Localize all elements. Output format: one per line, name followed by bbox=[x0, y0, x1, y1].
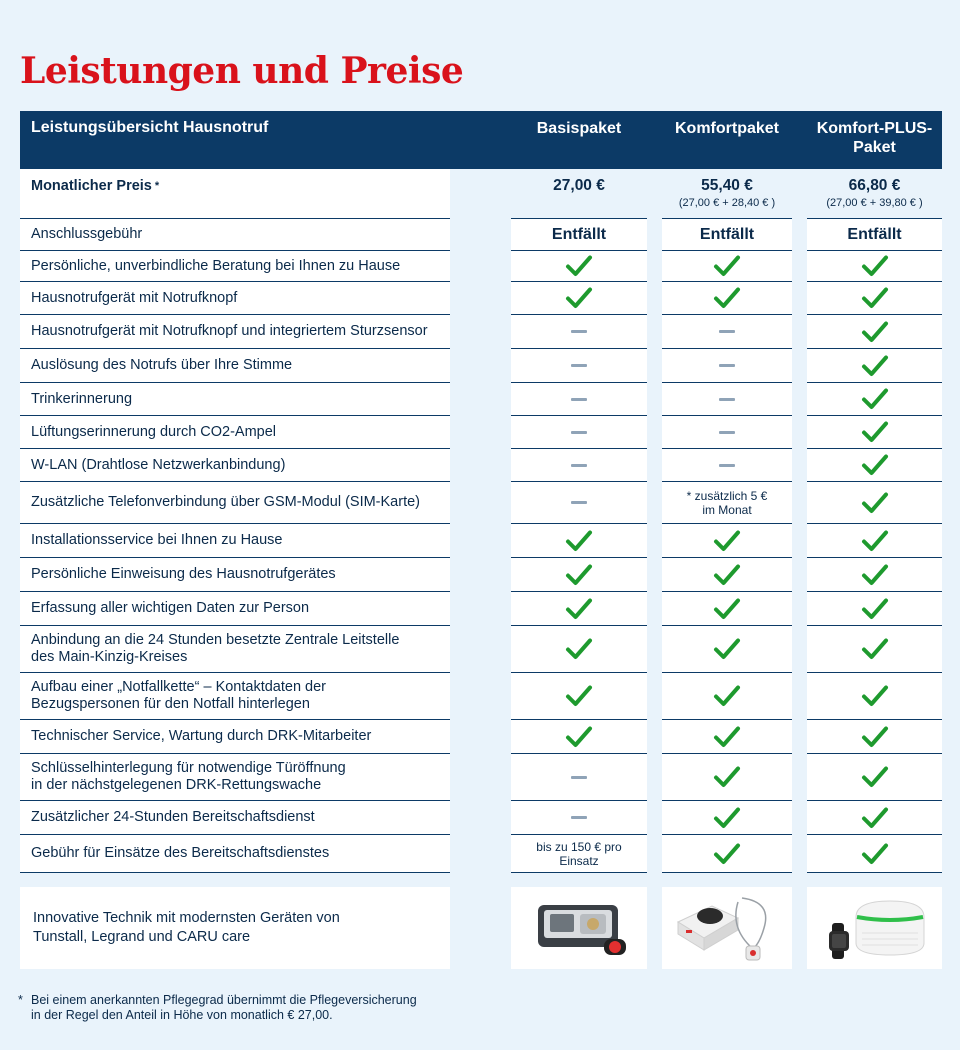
price-basispaket-value: 27,00 € bbox=[553, 177, 605, 194]
price-komfortpaket-value: 55,40 € bbox=[701, 177, 753, 194]
feature-cell-basispaket bbox=[511, 754, 647, 801]
feature-row-label-line1: Erfassung aller wichtigen Daten zur Person bbox=[31, 600, 310, 616]
feature-cell-basispaket bbox=[511, 801, 647, 835]
dash-icon bbox=[571, 431, 587, 434]
footnote-line2: in der Regel den Anteil in Höhe von monatlich € 27,00. bbox=[31, 1008, 333, 1022]
check-icon bbox=[565, 529, 593, 553]
dash-icon bbox=[571, 776, 587, 779]
feature-row-label-line1: Aufbau einer „Notfallkette“ – Kontaktdaten der bbox=[31, 679, 327, 695]
page-title: Leistungen und Preise bbox=[20, 50, 464, 92]
dash-icon bbox=[571, 816, 587, 819]
header-komfort-plus-line2: Paket bbox=[853, 139, 896, 156]
feature-row-label bbox=[20, 592, 450, 626]
feature-row-label bbox=[20, 673, 450, 720]
feature-row-label-line1: Lüftungserinnerung durch CO2-Ampel bbox=[31, 423, 277, 440]
header-label: Leistungsübersicht Hausnotruf bbox=[31, 119, 269, 136]
check-icon bbox=[713, 842, 741, 866]
feature-row-label bbox=[20, 251, 450, 282]
dash-icon bbox=[571, 501, 587, 504]
check-icon bbox=[861, 320, 889, 344]
feature-row-label bbox=[20, 835, 450, 873]
price-star: * bbox=[154, 180, 160, 192]
feature-row-label bbox=[20, 558, 450, 592]
footnote-line1: Bei einem anerkannten Pflegegrad übernimmt die Pflegeversicherung bbox=[31, 993, 417, 1007]
feature-cell-komfort-plus bbox=[807, 315, 942, 349]
feature-row-label-line1: Anbindung an die 24 Stunden besetzte Zentrale Leitstelle bbox=[31, 632, 400, 648]
feature-row-label bbox=[20, 315, 450, 349]
check-icon bbox=[565, 725, 593, 749]
feature-row-label-line1: Persönliche Einweisung des Hausnotrufgerätes bbox=[31, 566, 336, 582]
feature-cell-komfort-plus bbox=[807, 524, 942, 558]
dash-icon bbox=[719, 364, 735, 367]
check-icon bbox=[713, 765, 741, 789]
check-icon bbox=[713, 597, 741, 621]
feature-cell-basispaket bbox=[511, 349, 647, 383]
check-icon bbox=[565, 286, 593, 310]
header-komfort-plus bbox=[807, 119, 942, 157]
fee-komfortpaket: Entfällt bbox=[662, 219, 792, 251]
feature-row-label-line1: Zusätzliche Telefonverbindung über GSM-Modul (SIM-Karte) bbox=[31, 494, 420, 510]
tech-label bbox=[20, 887, 450, 969]
feature-note-line: im Monat bbox=[702, 502, 752, 517]
check-icon bbox=[713, 563, 741, 587]
feature-cell-komfortpaket bbox=[662, 315, 792, 349]
feature-row-label-line1: W-LAN (Drahtlose Netzwerkanbindung) bbox=[31, 456, 286, 473]
header-komfort-plus-line1: Komfort-PLUS- bbox=[816, 120, 933, 137]
feature-row-label bbox=[20, 524, 450, 558]
check-icon bbox=[713, 806, 741, 830]
price-komfort-plus-sub: (27,00 € + 39,80 € ) bbox=[826, 197, 923, 209]
feature-row-label bbox=[20, 383, 450, 416]
price-komfortpaket bbox=[662, 169, 792, 219]
feature-cell-komfortpaket bbox=[662, 524, 792, 558]
feature-cell-komfort-plus bbox=[807, 673, 942, 720]
price-komfort-plus bbox=[807, 169, 942, 219]
feature-cell-basispaket bbox=[511, 835, 647, 873]
dash-icon bbox=[719, 464, 735, 467]
feature-cell-komfortpaket bbox=[662, 592, 792, 626]
check-icon bbox=[713, 725, 741, 749]
tech-label-line2: Tunstall, Legrand und CARU care bbox=[33, 929, 251, 945]
sturzsensor-device-icon bbox=[672, 892, 782, 964]
feature-cell-komfortpaket bbox=[662, 801, 792, 835]
fee-basispaket: Entfällt bbox=[511, 219, 647, 251]
price-komfort-plus-value: 66,80 € bbox=[848, 177, 901, 194]
feature-row-label bbox=[20, 801, 450, 835]
feature-cell-komfortpaket bbox=[662, 720, 792, 754]
feature-cell-basispaket bbox=[511, 383, 647, 416]
feature-note-line: Einsatz bbox=[559, 853, 599, 868]
check-icon bbox=[861, 254, 889, 278]
feature-row-label bbox=[20, 349, 450, 383]
feature-cell-komfort-plus bbox=[807, 482, 942, 524]
check-icon bbox=[861, 529, 889, 553]
feature-cell-basispaket bbox=[511, 592, 647, 626]
feature-cell-basispaket bbox=[511, 720, 647, 754]
feature-note bbox=[536, 840, 621, 868]
feature-cell-komfortpaket bbox=[662, 449, 792, 482]
feature-row-label-line1: Hausnotrufgerät mit Notrufknopf bbox=[31, 289, 238, 306]
check-icon bbox=[861, 684, 889, 708]
check-icon bbox=[565, 597, 593, 621]
check-icon bbox=[861, 637, 889, 661]
feature-row-label-line1: Installationsservice bei Ihnen zu Hause bbox=[31, 532, 283, 548]
feature-note-line: bis zu 150 € pro bbox=[536, 839, 622, 854]
feature-row-label-line1: Technischer Service, Wartung durch DRK-Mitarbeiter bbox=[31, 728, 372, 744]
feature-cell-komfort-plus bbox=[807, 251, 942, 282]
check-icon bbox=[861, 420, 889, 444]
dash-icon bbox=[719, 330, 735, 333]
check-icon bbox=[861, 453, 889, 477]
feature-cell-komfort-plus bbox=[807, 282, 942, 315]
feature-cell-komfort-plus bbox=[807, 558, 942, 592]
feature-cell-komfortpaket bbox=[662, 251, 792, 282]
feature-cell-komfort-plus bbox=[807, 449, 942, 482]
hausnotruf-device-icon bbox=[524, 893, 634, 963]
dash-icon bbox=[571, 330, 587, 333]
check-icon bbox=[713, 529, 741, 553]
caru-device-icon bbox=[820, 893, 930, 963]
feature-cell-basispaket bbox=[511, 524, 647, 558]
feature-cell-komfortpaket bbox=[662, 282, 792, 315]
feature-note-line: * zusätzlich 5 € bbox=[686, 488, 768, 503]
feature-cell-basispaket bbox=[511, 558, 647, 592]
check-icon bbox=[861, 765, 889, 789]
dash-icon bbox=[571, 364, 587, 367]
check-icon bbox=[861, 725, 889, 749]
footnote bbox=[18, 993, 417, 1023]
feature-cell-komfort-plus bbox=[807, 592, 942, 626]
feature-cell-basispaket bbox=[511, 673, 647, 720]
price-label bbox=[20, 169, 450, 219]
device-image-komfort-plus bbox=[807, 887, 942, 969]
feature-cell-komfortpaket bbox=[662, 754, 792, 801]
feature-cell-komfort-plus bbox=[807, 754, 942, 801]
feature-cell-basispaket bbox=[511, 251, 647, 282]
check-icon bbox=[861, 806, 889, 830]
feature-row-label bbox=[20, 282, 450, 315]
dash-icon bbox=[719, 431, 735, 434]
check-icon bbox=[565, 254, 593, 278]
feature-row-label-line2: in der nächstgelegenen DRK-Rettungswache bbox=[31, 777, 322, 793]
feature-cell-komfortpaket bbox=[662, 835, 792, 873]
feature-cell-basispaket bbox=[511, 282, 647, 315]
feature-row-label-line1: Zusätzlicher 24-Stunden Bereitschaftsdienst bbox=[31, 809, 315, 825]
feature-row-label bbox=[20, 626, 450, 673]
feature-row-label-line1: Trinkerinnerung bbox=[31, 390, 133, 407]
feature-cell-komfortpaket bbox=[662, 626, 792, 673]
check-icon bbox=[861, 286, 889, 310]
table-header bbox=[20, 111, 942, 169]
feature-cell-basispaket bbox=[511, 416, 647, 449]
check-icon bbox=[713, 254, 741, 278]
feature-row-label bbox=[20, 416, 450, 449]
feature-cell-komfort-plus bbox=[807, 720, 942, 754]
feature-row-label-line1: Auslösung des Notrufs über Ihre Stimme bbox=[31, 357, 293, 373]
device-image-basispaket bbox=[511, 887, 647, 969]
feature-cell-komfortpaket bbox=[662, 482, 792, 524]
fee-komfort-plus: Entfällt bbox=[807, 219, 942, 251]
header-komfortpaket: Komfortpaket bbox=[674, 120, 779, 137]
feature-cell-komfort-plus bbox=[807, 801, 942, 835]
feature-cell-basispaket bbox=[511, 449, 647, 482]
price-label-text: Monatlicher Preis bbox=[31, 178, 152, 194]
feature-cell-komfortpaket bbox=[662, 383, 792, 416]
check-icon bbox=[861, 491, 889, 515]
feature-cell-komfortpaket bbox=[662, 558, 792, 592]
check-icon bbox=[861, 387, 889, 411]
check-icon bbox=[861, 354, 889, 378]
feature-cell-komfortpaket bbox=[662, 349, 792, 383]
check-icon bbox=[861, 563, 889, 587]
feature-cell-komfortpaket bbox=[662, 416, 792, 449]
footnote-star: * bbox=[18, 993, 23, 1007]
feature-cell-komfort-plus bbox=[807, 626, 942, 673]
header-basispaket: Basispaket bbox=[536, 120, 622, 137]
feature-row-label-line1: Gebühr für Einsätze des Bereitschaftsdienstes bbox=[31, 845, 330, 861]
dash-icon bbox=[719, 398, 735, 401]
feature-cell-basispaket bbox=[511, 626, 647, 673]
feature-row-label bbox=[20, 754, 450, 801]
price-basispaket bbox=[511, 169, 647, 219]
dash-icon bbox=[571, 398, 587, 401]
feature-row-label-line2: des Main-Kinzig-Kreises bbox=[31, 649, 188, 665]
price-komfortpaket-sub: (27,00 € + 28,40 € ) bbox=[678, 197, 776, 209]
check-icon bbox=[565, 637, 593, 661]
feature-cell-basispaket bbox=[511, 315, 647, 349]
feature-row-label bbox=[20, 482, 450, 524]
check-icon bbox=[565, 563, 593, 587]
check-icon bbox=[713, 286, 741, 310]
feature-cell-komfort-plus bbox=[807, 383, 942, 416]
feature-row-label-line1: Hausnotrufgerät mit Notrufknopf und integriertem Sturzsensor bbox=[31, 323, 428, 339]
check-icon bbox=[861, 597, 889, 621]
device-image-komfortpaket bbox=[662, 887, 792, 969]
feature-row-label-line2: Bezugspersonen für den Notfall hinterlegen bbox=[31, 696, 310, 712]
fee-label: Anschlussgebühr bbox=[20, 219, 450, 251]
feature-row-label-line1: Schlüsselhinterlegung für notwendige Türöffnung bbox=[31, 760, 346, 776]
check-icon bbox=[713, 637, 741, 661]
check-icon bbox=[713, 684, 741, 708]
check-icon bbox=[565, 684, 593, 708]
check-icon bbox=[861, 842, 889, 866]
feature-cell-komfort-plus bbox=[807, 835, 942, 873]
feature-cell-komfort-plus bbox=[807, 416, 942, 449]
feature-row-label bbox=[20, 720, 450, 754]
feature-cell-basispaket bbox=[511, 482, 647, 524]
feature-cell-komfort-plus bbox=[807, 349, 942, 383]
tech-label-line1: Innovative Technik mit modernsten Geräten von bbox=[33, 910, 340, 926]
dash-icon bbox=[571, 464, 587, 467]
feature-cell-komfortpaket bbox=[662, 673, 792, 720]
feature-row-label-line1: Persönliche, unverbindliche Beratung bei Ihnen zu Hause bbox=[31, 257, 401, 274]
feature-row-label bbox=[20, 449, 450, 482]
feature-note bbox=[687, 489, 768, 517]
